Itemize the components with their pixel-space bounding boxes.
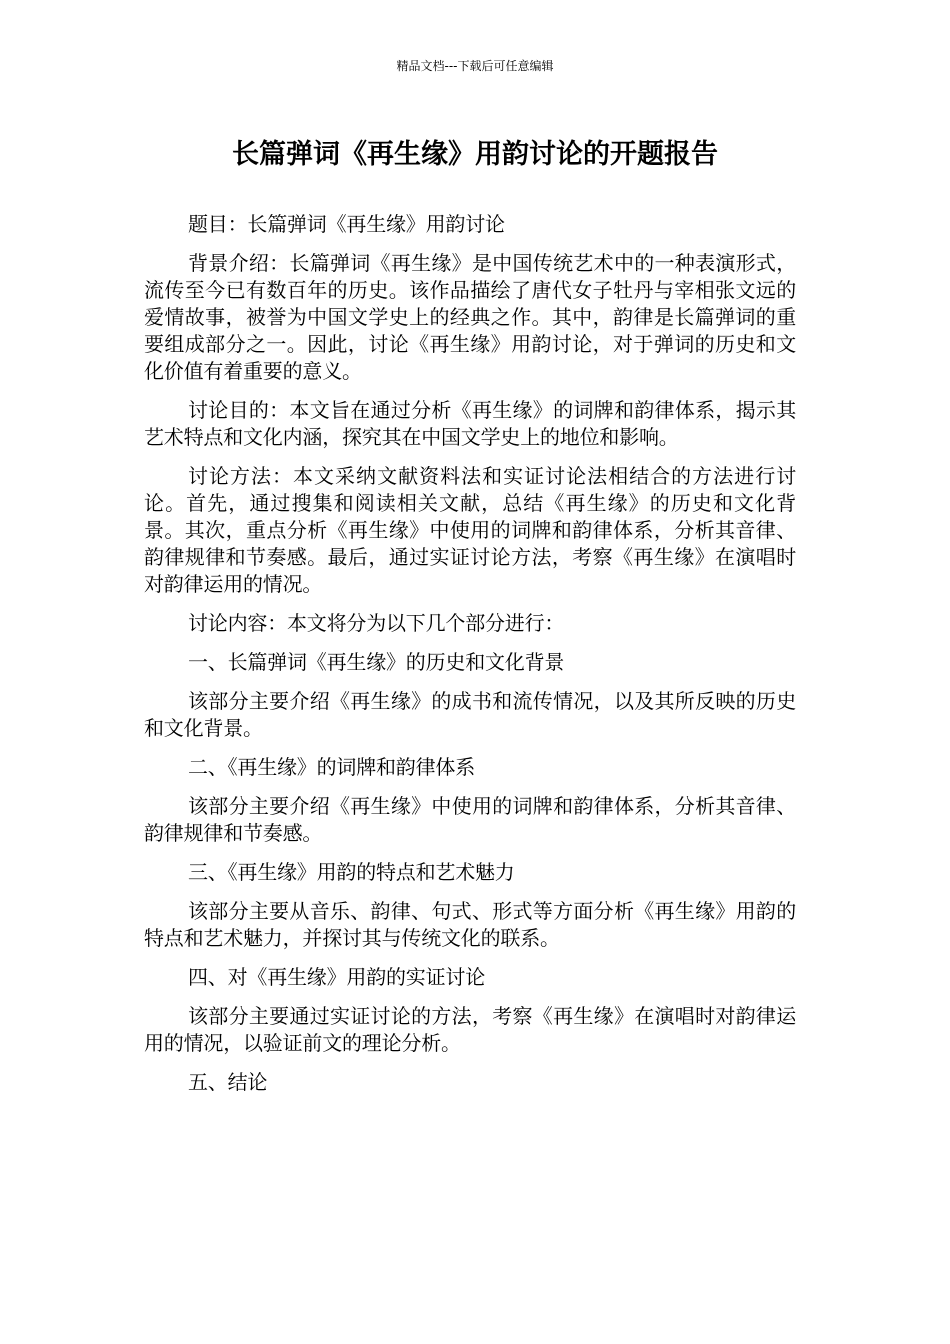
section-heading-4: 四、对《再生缘》用韵的实证讨论: [188, 965, 485, 989]
document-body: [144, 211, 796, 1108]
topic-paragraph: 题目：长篇弹词《再生缘》用韵讨论: [188, 212, 505, 236]
background-paragraph: 背景介绍：长篇弹词《再生缘》是中国传统艺术中的一种表演形式，流传至今已有数百年的历史。该作品描绘了唐代女子牡丹与宰相张文远的爱情故事，被誉为中国文学史上的经典之作。其中，韵律是长篇弹词的重要组成部分之一。因此，讨论《再生缘》用韵讨论，对于弹词的历史和文化价值有着重要的意义。: [144, 251, 796, 383]
method-paragraph: 讨论方法：本文采纳文献资料法和实证讨论法相结合的方法进行讨论。首先，通过搜集和阅读相关文献，总结《再生缘》的历史和文化背景。其次，重点分析《再生缘》中使用的词牌和韵律体系，分析其音律、韵律规律和节奏感。最后，通过实证讨论方法，考察《再生缘》在演唱时对韵律运用的情况。: [144, 464, 796, 596]
content-intro-paragraph: 讨论内容：本文将分为以下几个部分进行：: [188, 611, 565, 635]
section-text-4: 该部分主要通过实证讨论的方法，考察《再生缘》在演唱时对韵律运用的情况，以验证前文的理论分析。: [144, 1004, 796, 1055]
section-heading-1: 一、长篇弹词《再生缘》的历史和文化背景: [188, 650, 565, 674]
document-title: 长篇弹词《再生缘》用韵讨论的开题报告: [232, 139, 718, 170]
section-heading-3: 三、《再生缘》用韵的特点和艺术魅力: [188, 860, 515, 884]
section-heading-2: 二、《再生缘》的词牌和韵律体系: [188, 755, 475, 779]
purpose-paragraph: 讨论目的：本文旨在通过分析《再生缘》的词牌和韵律体系，揭示其艺术特点和文化内涵，探究其在中国文学史上的地位和影响。: [144, 398, 796, 449]
section-heading-5: 五、结论: [188, 1070, 268, 1094]
section-text-3: 该部分主要从音乐、韵律、句式、形式等方面分析《再生缘》用韵的特点和艺术魅力，并探讨其与传统文化的联系。: [144, 899, 796, 950]
section-text-1: 该部分主要介绍《再生缘》的成书和流传情况，以及其所反映的历史和文化背景。: [144, 689, 796, 740]
page-header: 精品文档---下载后可任意编辑: [396, 59, 554, 73]
section-text-2: 该部分主要介绍《再生缘》中使用的词牌和韵律体系，分析其音律、韵律规律和节奏感。: [144, 794, 796, 845]
